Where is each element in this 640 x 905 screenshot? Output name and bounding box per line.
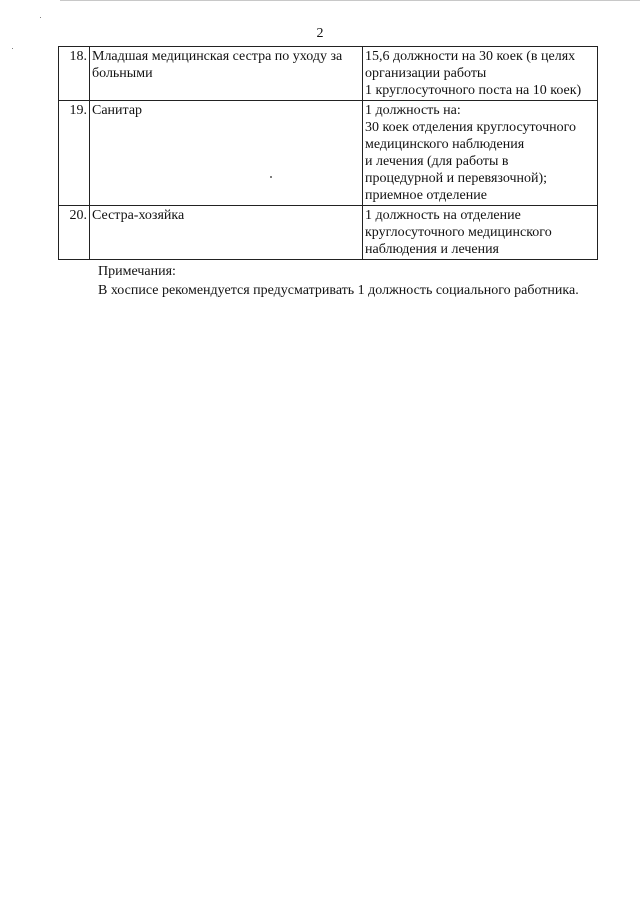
page-number: 2 [316,26,324,41]
norm-line: 30 коек отделения круглосуточного [365,120,576,135]
norm-line: организации работы [365,66,487,81]
scan-edge-line [60,0,640,1]
row-number: 20. [59,206,90,260]
norm-line: 1 должность на: [365,103,461,118]
table-row [59,206,598,260]
norm-line: наблюдения и лечения [365,242,499,257]
norm-line: 1 должность на отделение [365,208,521,223]
position-title: Младшая медицинская сестра по уходу за больными [90,47,363,101]
table-row [59,101,598,206]
norm-line: круглосуточного медицинского [365,225,552,240]
notes-section [58,262,606,300]
row-number: 19. [59,101,90,206]
table-row [59,47,598,101]
notes-title: Примечания: [98,264,176,279]
norm-line: 15,6 должности на 30 коек (в целях [365,49,576,64]
staffing-norm [363,47,598,101]
norm-line: 1 круглосуточного поста на 10 коек) [365,83,582,98]
staffing-norm [363,101,598,206]
position-title: Санитар [90,101,363,206]
staffing-norm [363,206,598,260]
scan-speck [40,17,41,18]
scan-speck [270,176,272,178]
norm-line: медицинского наблюдения [365,137,525,152]
notes-text: В хосписе рекомендуется предусматривать 1 должность социального работника. [98,283,579,298]
position-title: Сестра-хозяйка [90,206,363,260]
scan-speck [12,48,13,49]
norm-line: и лечения (для работы в [365,154,509,169]
row-number: 18. [59,47,90,101]
norm-line: приемное отделение [365,188,487,203]
norm-line: процедурной и перевязочной); [365,171,548,186]
staffing-table [58,46,598,260]
